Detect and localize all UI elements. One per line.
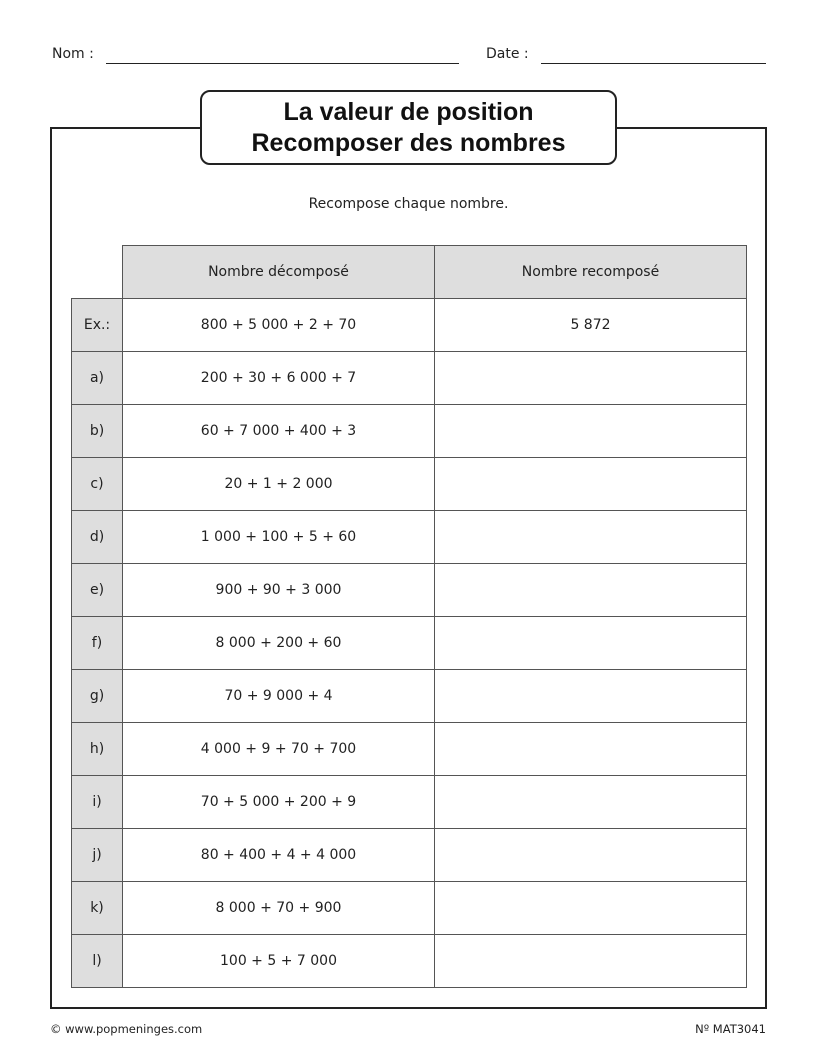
table-row — [72, 776, 747, 829]
row-label: d) — [72, 511, 123, 564]
table-row — [72, 352, 747, 405]
recomposed-number-answer[interactable] — [435, 352, 747, 405]
name-field-line[interactable] — [106, 63, 459, 64]
recomposed-number-answer[interactable] — [435, 723, 747, 776]
row-label: e) — [72, 564, 123, 617]
title-line-2: Recomposer des nombres — [251, 128, 566, 157]
row-label: Ex.: — [72, 299, 123, 352]
table-row — [72, 617, 747, 670]
recomposed-number-answer[interactable] — [435, 829, 747, 882]
decomposed-number: 100 + 5 + 7 000 — [123, 935, 435, 988]
decomposed-number: 8 000 + 200 + 60 — [123, 617, 435, 670]
table-row — [72, 935, 747, 988]
table-row — [72, 882, 747, 935]
recomposed-number-answer[interactable] — [435, 935, 747, 988]
header-recomposed: Nombre recomposé — [435, 246, 747, 299]
recomposed-number-answer: 5 872 — [435, 299, 747, 352]
table-row — [72, 299, 747, 352]
row-label: h) — [72, 723, 123, 776]
name-label: Nom : — [52, 46, 94, 62]
table-row — [72, 511, 747, 564]
row-label: b) — [72, 405, 123, 458]
table-row — [72, 723, 747, 776]
row-label: f) — [72, 617, 123, 670]
header-decomposed: Nombre décomposé — [123, 246, 435, 299]
decomposed-number: 4 000 + 9 + 70 + 700 — [123, 723, 435, 776]
decomposed-number: 80 + 400 + 4 + 4 000 — [123, 829, 435, 882]
footer-code: Nº MAT3041 — [695, 1022, 766, 1036]
date-field-line[interactable] — [541, 63, 766, 64]
recomposed-number-answer[interactable] — [435, 405, 747, 458]
decomposed-number: 900 + 90 + 3 000 — [123, 564, 435, 617]
table-row — [72, 564, 747, 617]
row-label: l) — [72, 935, 123, 988]
instruction-text: Recompose chaque nombre. — [308, 196, 509, 212]
row-label: c) — [72, 458, 123, 511]
exercise-table — [71, 245, 747, 988]
table-row — [72, 829, 747, 882]
decomposed-number: 20 + 1 + 2 000 — [123, 458, 435, 511]
recomposed-number-answer[interactable] — [435, 617, 747, 670]
decomposed-number: 1 000 + 100 + 5 + 60 — [123, 511, 435, 564]
recomposed-number-answer[interactable] — [435, 458, 747, 511]
date-label: Date : — [486, 46, 529, 62]
title-line-1: La valeur de position — [283, 97, 534, 126]
decomposed-number: 70 + 9 000 + 4 — [123, 670, 435, 723]
decomposed-number: 60 + 7 000 + 400 + 3 — [123, 405, 435, 458]
table-row — [72, 670, 747, 723]
row-label: k) — [72, 882, 123, 935]
recomposed-number-answer[interactable] — [435, 511, 747, 564]
decomposed-number: 200 + 30 + 6 000 + 7 — [123, 352, 435, 405]
recomposed-number-answer[interactable] — [435, 670, 747, 723]
table-row — [72, 405, 747, 458]
decomposed-number: 70 + 5 000 + 200 + 9 — [123, 776, 435, 829]
recomposed-number-answer[interactable] — [435, 882, 747, 935]
title-box — [200, 90, 617, 165]
recomposed-number-answer[interactable] — [435, 564, 747, 617]
table-row — [72, 458, 747, 511]
row-label: a) — [72, 352, 123, 405]
decomposed-number: 800 + 5 000 + 2 + 70 — [123, 299, 435, 352]
row-label: i) — [72, 776, 123, 829]
decomposed-number: 8 000 + 70 + 900 — [123, 882, 435, 935]
row-label: j) — [72, 829, 123, 882]
recomposed-number-answer[interactable] — [435, 776, 747, 829]
header-blank-cell — [72, 246, 123, 299]
footer-website: © www.popmeninges.com — [50, 1022, 203, 1036]
row-label: g) — [72, 670, 123, 723]
table-header-row — [72, 246, 747, 299]
